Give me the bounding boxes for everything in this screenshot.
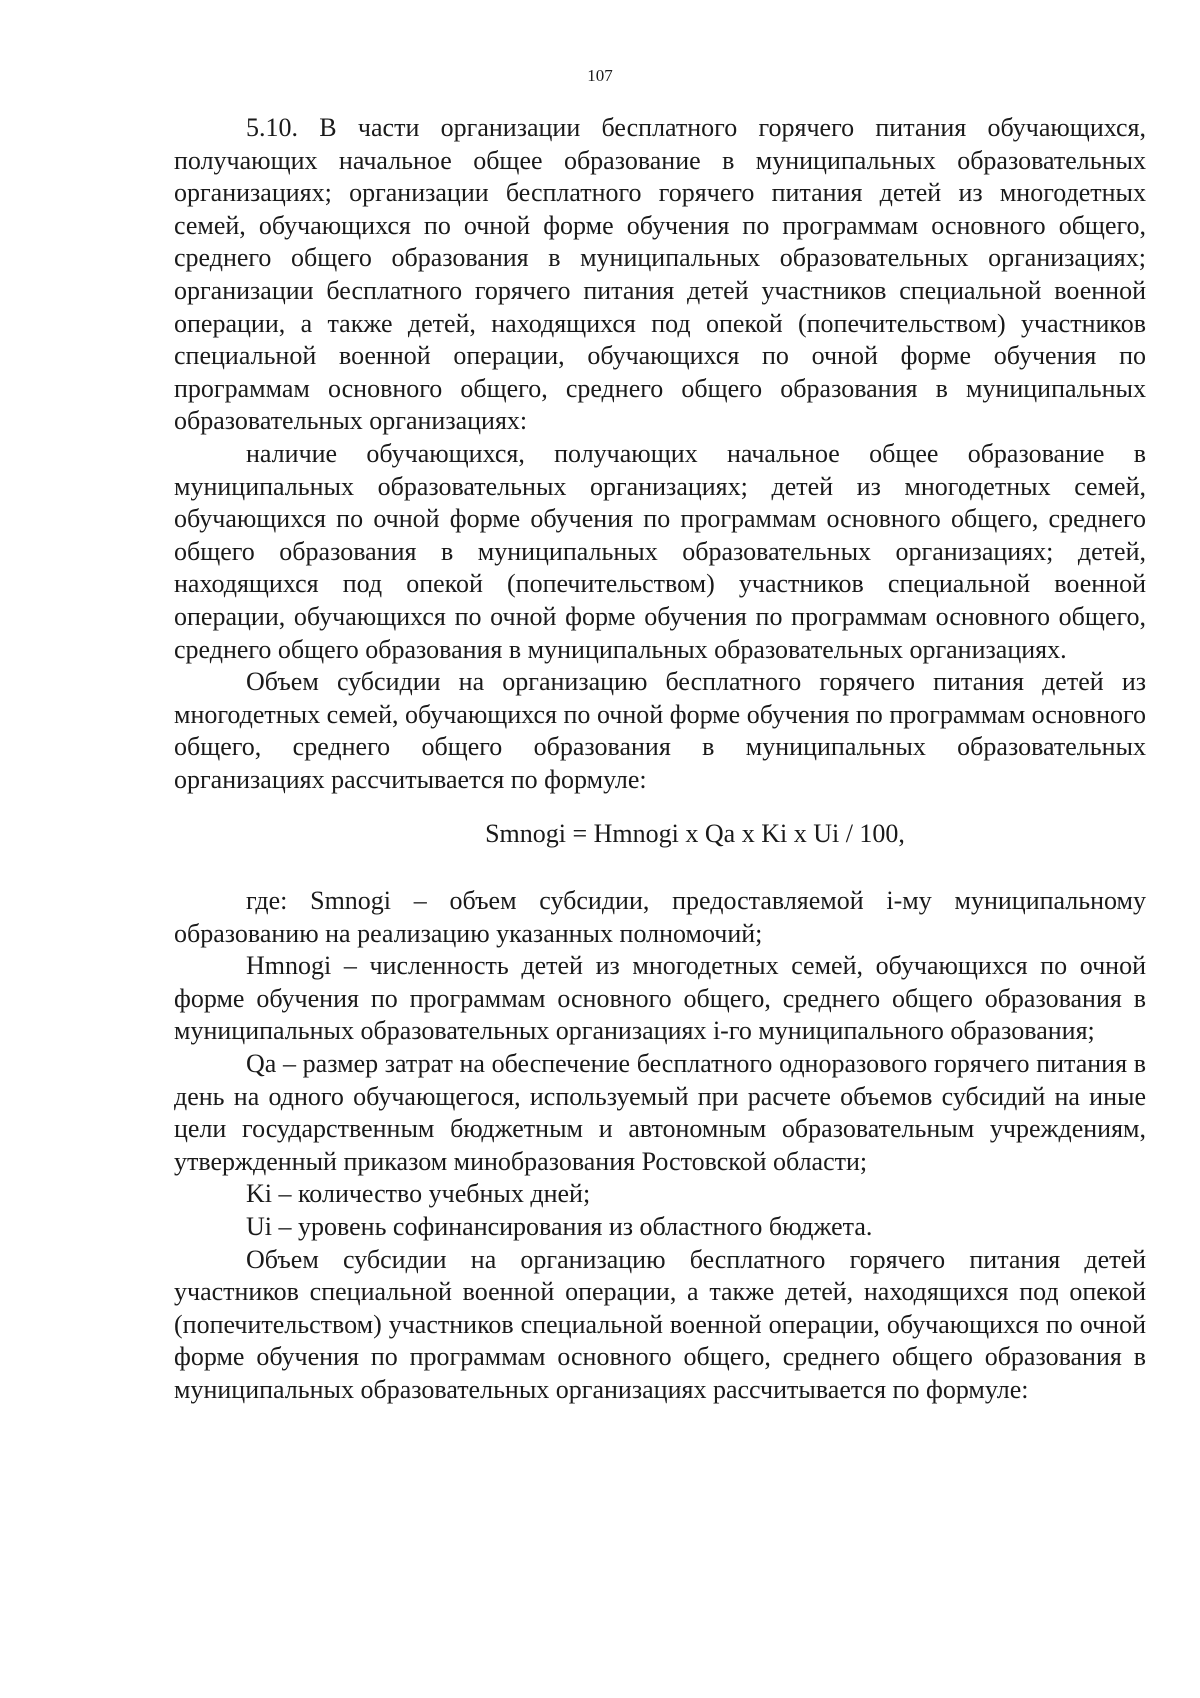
paragraph-conditions: наличие обучающихся, получающих начальное общее образование в муниципальных образовательных организациях; детей из многодетных семей, обучающихся по очной форме обучения по программам основного общего, среднего общего образования в муниципальных образовательных организациях; детей, находящихся под опекой (попечительством) участников специальной военной операции, обучающихся по очной форме обучения по программам основного общего, среднего общего образования в муниципальных образовательных организациях. — [174, 438, 1146, 664]
paragraph-subsidy-large-families: Объем субсидии на организацию бесплатного горячего питания детей из многодетных семей, обучающихся по очной форме обучения по программам основного общего, среднего общего образования в муниципальных образовательных организациях рассчитывается по формуле: — [174, 667, 1146, 794]
paragraph-def-ui: Ui – уровень софинансирования из областного бюджета. — [246, 1212, 873, 1241]
paragraph-subsidy-svo: Объем субсидии на организацию бесплатного горячего питания детей участников специальной военной операции, а также детей, находящихся под опекой (попечительством) участников специальной военной операции, обучающихся по очной форме обучения по программам основного общего, среднего общего образования в муниципальных образовательных организациях рассчитывается по формуле: — [174, 1244, 1146, 1404]
paragraph-def-smnogi: где: Smnogi – объем субсидии, предоставляемой i-му муниципальному образованию на реализацию указанных полномочий; — [174, 886, 1146, 948]
document-body — [174, 112, 1146, 1407]
paragraph-section-5-10: 5.10. В части организации бесплатного горячего питания обучающихся, получающих начальное общее образование в муниципальных образовательных организациях; организации бесплатного горячего питания детей из многодетных семей, обучающихся по очной форме обучения по программам основного общего, среднего общего образования в муниципальных образовательных организациях; организации бесплатного горячего питания детей участников специальной военной операции, а также детей, находящихся под опекой (попечительством) участников специальной военной операции, обучающихся по очной форме обучения по программам основного общего, среднего общего образования в муниципальных образовательных организациях: — [174, 113, 1146, 436]
formula-smnogi: Smnogi = Hmnogi x Qa x Ki x Ui / 100, — [485, 819, 905, 849]
paragraph-def-ki: Ki – количество учебных дней; — [246, 1179, 591, 1209]
paragraph-def-qa: Qa – размер затрат на обеспечение бесплатного одноразового горячего питания в день на одного обучающегося, используемый при расчете объемов субсидий на иные цели государственным бюджетным и автономным образовательным учреждениям, утвержденный приказом минобразования Ростовской области; — [174, 1049, 1146, 1176]
paragraph-def-hmnogi: Hmnogi – численность детей из многодетных семей, обучающихся по очной форме обучения по программам основного общего, среднего общего образования в муниципальных образовательных организациях i-го муниципального образования; — [174, 951, 1146, 1046]
page-number: 107 — [587, 66, 613, 85]
